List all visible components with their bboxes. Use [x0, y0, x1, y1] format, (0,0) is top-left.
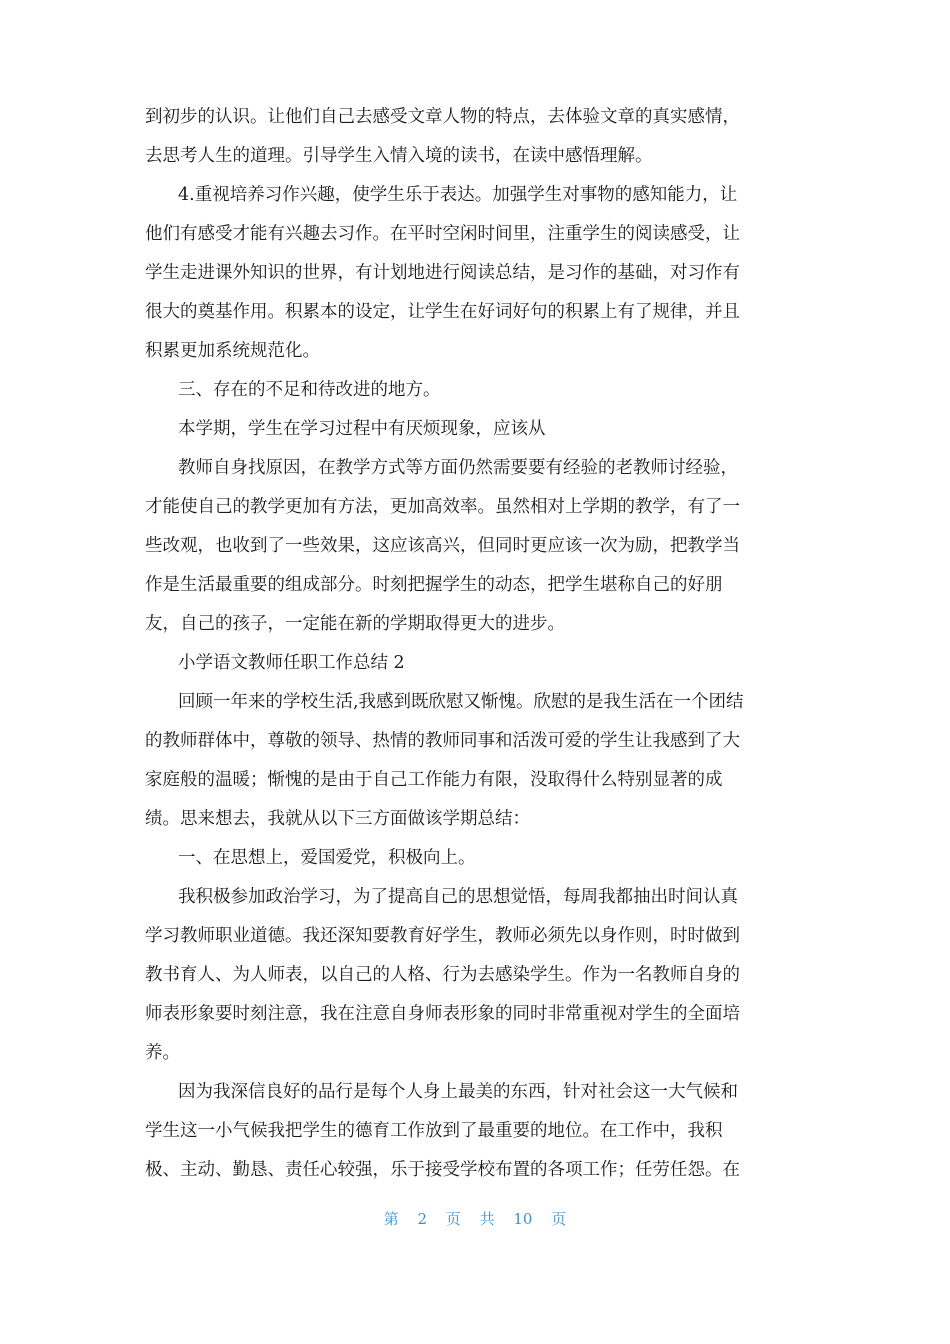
page-footer: 第 2 页 共 10 页: [383, 1210, 567, 1228]
text-line: 很大的奠基作用。积累本的设定，让学生在好词好句的积累上有了规律，并且: [145, 302, 740, 322]
text-line: 养。: [145, 1043, 180, 1063]
text-line: 学生这一小气候我把学生的德育工作放到了最重要的地位。在工作中，我积: [145, 1121, 723, 1141]
document-body: [145, 98, 810, 1190]
text-line: 些改观，也收到了一些效果，这应该高兴，但同时更应该一次为励，把教学当: [145, 536, 740, 556]
text-line: 家庭般的温暖；惭愧的是由于自己工作能力有限，没取得什么特别显著的成: [145, 770, 723, 790]
text-line: 一、在思想上，爱国爱党，积极向上。: [178, 848, 476, 868]
text-line: 绩。思来想去，我就从以下三方面做该学期总结：: [145, 809, 530, 829]
text-line: 学习教师职业道德。我还深知要教育好学生，教师必须先以身作则，时时做到: [145, 926, 740, 946]
text-line: 教师自身找原因，在教学方式等方面仍然需要要有经验的老教师讨经验，: [178, 458, 738, 478]
text-line: 积累更加系统规范化。: [145, 341, 320, 361]
text-line: 三、存在的不足和待改进的地方。: [178, 380, 441, 400]
text-line: 教书育人、为人师表，以自己的人格、行为去感染学生。作为一名教师自身的: [145, 965, 740, 985]
text-line: 4.重视培养习作兴趣，使学生乐于表达。加强学生对事物的感知能力，让: [178, 185, 738, 205]
text-line: 因为我深信良好的品行是每个人身上最美的东西，针对社会这一大气候和: [178, 1082, 738, 1102]
text-line: 才能使自己的教学更加有方法，更加高效率。虽然相对上学期的教学，有了一: [145, 497, 740, 517]
text-line: 友，自己的孩子，一定能在新的学期取得更大的进步。: [145, 614, 565, 634]
text-line: 去思考人生的道理。引导学生入情入境的读书，在读中感悟理解。: [145, 146, 653, 166]
text-line: 到初步的认识。让他们自己去感受文章人物的特点，去体验文章的真实感情，: [145, 107, 740, 127]
text-line: 他们有感受才能有兴趣去习作。在平时空闲时间里，注重学生的阅读感受，让: [145, 224, 740, 244]
text-line: 师表形象要时刻注意，我在注意自身师表形象的同时非常重视对学生的全面培: [145, 1004, 740, 1024]
text-line: 作是生活最重要的组成部分。时刻把握学生的动态，把学生堪称自己的好朋: [145, 575, 723, 595]
text-line: 我积极参加政治学习，为了提高自己的思想觉悟，每周我都抽出时间认真: [178, 887, 738, 907]
text-line: 的教师群体中，尊敬的领导、热情的教师同事和活泼可爱的学生让我感到了大: [145, 731, 740, 751]
text-line: 回顾一年来的学校生活,我感到既欣慰又惭愧。欣慰的是我生活在一个团结: [178, 692, 744, 712]
text-line: 极、主动、勤恳、责任心较强，乐于接受学校布置的各项工作；任劳任怨。在: [145, 1160, 740, 1180]
text-line: 学生走进课外知识的世界，有计划地进行阅读总结，是习作的基础，对习作有: [145, 263, 740, 283]
text-line: 本学期，学生在学习过程中有厌烦现象，应该从: [178, 419, 546, 439]
text-line: 小学语文教师任职工作总结 2: [178, 653, 405, 673]
